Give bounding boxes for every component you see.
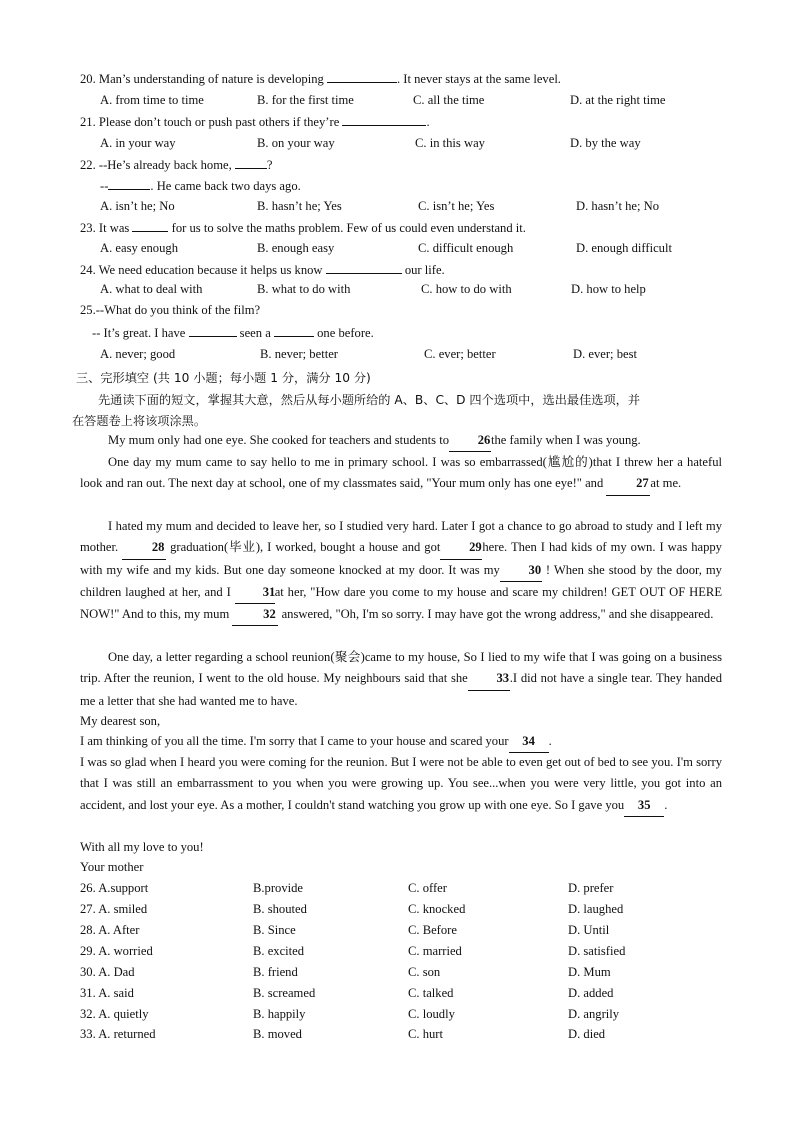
choice-c: C. hurt — [408, 1027, 443, 1041]
passage-text: the family when I was young. — [491, 433, 641, 447]
choice-c: C. son — [408, 965, 441, 979]
option-b: B. for the first time — [257, 93, 354, 107]
option-a: A. isn’t he; No — [100, 199, 175, 213]
choice-c: C. loudly — [408, 1007, 455, 1021]
answer-blank — [235, 155, 267, 169]
choice-b: B.provide — [253, 881, 304, 895]
choice-a: 32. A. quietly — [80, 1007, 149, 1021]
option-c: C. difficult enough — [418, 241, 514, 255]
choice-c: C. married — [408, 944, 462, 958]
question-22-mark: ? — [266, 158, 273, 172]
answer-blank — [326, 260, 402, 274]
answer-blank — [108, 176, 150, 190]
choice-a: 26. A.support — [80, 881, 149, 895]
question-22-reply: . He came back two days ago. — [150, 179, 301, 193]
option-b: B. what to do with — [257, 282, 351, 296]
question-20-stem: 20. Man’s understanding of nature is developing — [80, 72, 324, 86]
option-c: C. isn’t he; Yes — [418, 199, 495, 213]
answer-blank — [274, 323, 314, 337]
option-c: C. in this way — [415, 136, 485, 150]
passage-paragraph-3 — [80, 516, 722, 626]
blank-number: 29 — [440, 537, 482, 559]
question-25-line-2 — [92, 323, 374, 342]
question-21 — [80, 112, 430, 131]
blank-number: 35 — [624, 795, 664, 817]
choice-b: B. friend — [253, 965, 298, 979]
passage-text: I was so glad when I heard you were coming for the reunion. But I were not be able to even get out of bed to see you. I'm sorry that I was still an embarrassment to you when you were growing up. You see...when you were very little, you got into an accident, and lost your eye. As a mother, I couldn't stand watching you grow up with one eye. So I gave you — [80, 755, 722, 812]
passage-text: at me. — [650, 476, 682, 491]
choice-b: B. happily — [253, 1007, 306, 1021]
dash: -- — [100, 179, 109, 193]
option-b: B. never; better — [260, 347, 338, 361]
blank-number: 26 — [449, 430, 491, 452]
choice-d: D. laughed — [568, 902, 624, 916]
choice-c: C. talked — [408, 986, 454, 1000]
passage-text: answered, "Oh, I'm so sorry. I may have got the wrong address," and she disappeared. — [281, 607, 714, 622]
option-d: D. how to help — [571, 282, 646, 296]
question-25-reply: -- It’s great. I have — [92, 326, 186, 340]
question-21-stem-end: . — [426, 115, 430, 129]
question-22-stem: 22. --He’s already back home, — [80, 158, 232, 172]
passage-text: . — [664, 797, 668, 812]
blank-number: 28 — [122, 537, 166, 559]
option-d: D. enough difficult — [576, 241, 672, 255]
section-instructions: 先通读下面的短文，掌握其大意，然后从每小题所给的 A、B、C、D 四个选项中，选出最佳选项，并 — [98, 393, 641, 407]
choice-b: B. moved — [253, 1027, 302, 1041]
passage-text: I am thinking of you all the time. I'm sorry that I came to your house and scared your — [80, 734, 509, 748]
section-title: 三、完形填空 (共 10 小题；每小题 1 分，满分 10 分) — [76, 371, 371, 385]
choice-d: D. Until — [568, 923, 610, 937]
choice-b: B. shouted — [253, 902, 307, 916]
letter-closing: With all my love to you! — [80, 840, 204, 854]
option-b: B. on your way — [257, 136, 335, 150]
option-a: A. never; good — [100, 347, 176, 361]
blank-number: 27 — [606, 473, 650, 495]
question-23-stem: 23. It was — [80, 221, 130, 235]
passage-text: here. Then I had kids of my own. I was happy with my wife and my kids. But one day someone knocked at my door. It was my — [80, 540, 722, 577]
question-20 — [80, 69, 561, 88]
question-25-line-1: 25.--What do you think of the film? — [80, 303, 261, 317]
choice-a: 29. A. worried — [80, 944, 153, 958]
question-20-stem-end: . It never stays at the same level. — [396, 72, 561, 86]
answer-blank — [132, 218, 168, 232]
letter-paragraph — [80, 752, 722, 817]
choice-c: C. Before — [408, 923, 457, 937]
question-23 — [80, 218, 526, 237]
option-c: C. how to do with — [421, 282, 512, 296]
option-b: B. hasn’t he; Yes — [257, 199, 342, 213]
answer-blank — [327, 69, 397, 83]
option-a: A. in your way — [100, 136, 176, 150]
blank-number: 30 — [500, 560, 542, 582]
question-22-line-2 — [100, 176, 301, 195]
blank-number: 34 — [509, 731, 549, 753]
choice-a: 31. A. said — [80, 986, 134, 1000]
passage-text: at her, "How dare you come to my house and scare my children! GET OUT OF HERE NOW!" And to this, my mum — [80, 584, 723, 622]
passage-text: I hated my mum and decided to leave her, so I studied very hard. Later I got a chance to go abroad to study and I left my mother. — [80, 519, 722, 555]
choice-d: D. died — [568, 1027, 606, 1041]
choice-b: B. Since — [253, 923, 296, 937]
blank-number: 32 — [232, 604, 278, 626]
passage-text: One day, a letter regarding a school reunion(聚会)came to my house, So I lied to my wife that I was going on a business trip. After the reunion, I went to the old house. My neighbours said that she — [80, 650, 722, 686]
option-c: C. all the time — [413, 93, 485, 107]
letter-line-1 — [80, 731, 722, 753]
answer-blank — [342, 112, 426, 126]
question-25-reply-end: one before. — [317, 326, 374, 340]
option-b: B. enough easy — [257, 241, 335, 255]
question-24-stem: 24. We need education because it helps us know — [80, 263, 323, 277]
question-23-stem-end: for us to solve the maths problem. Few of us could even understand it. — [171, 221, 526, 235]
passage-text: .I did not have a single tear. They handed me a letter that she had wanted me to have. — [80, 671, 722, 708]
passage-text: One day my mum came to say hello to me in primary school. I was so embarrassed(尴尬的)that I threw her a hateful look and ran out. The next day at school, one of my classmates said, "Your mum only has one eye!" and — [80, 455, 722, 491]
passage-text: graduation(毕业), I worked, bought a house and got — [170, 540, 441, 555]
blank-number: 31 — [235, 582, 275, 604]
option-d: D. hasn’t he; No — [576, 199, 660, 213]
blank-number: 33 — [468, 668, 510, 690]
answer-blank — [189, 323, 237, 337]
choice-b: B. screamed — [253, 986, 316, 1000]
question-24-stem-end: our life. — [404, 263, 445, 277]
choice-d: D. satisfied — [568, 944, 626, 958]
passage-text: ! When she stood by the door, my children laughed at her, and I — [80, 562, 722, 599]
choice-c: C. offer — [408, 881, 447, 895]
question-24 — [80, 260, 445, 279]
letter-greeting: My dearest son, — [80, 714, 161, 728]
choice-a: 30. A. Dad — [80, 965, 135, 979]
passage-paragraph-1 — [80, 430, 722, 452]
choice-a: 28. A. After — [80, 923, 140, 937]
passage-text: . — [548, 734, 552, 748]
question-25-reply-mid: seen a — [239, 326, 271, 340]
choice-a: 27. A. smiled — [80, 902, 148, 916]
choice-d: D. Mum — [568, 965, 611, 979]
letter-signature: Your mother — [80, 860, 144, 874]
choice-d: D. added — [568, 986, 614, 1000]
question-21-stem: 21. Please don’t touch or push past others if they’re — [80, 115, 340, 129]
option-d: D. by the way — [570, 136, 641, 150]
option-a: A. from time to time — [100, 93, 204, 107]
choice-c: C. knocked — [408, 902, 466, 916]
choice-d: D. prefer — [568, 881, 614, 895]
option-d: D. ever; best — [573, 347, 637, 361]
option-c: C. ever; better — [424, 347, 496, 361]
choice-b: B. excited — [253, 944, 305, 958]
passage-paragraph-2 — [80, 452, 722, 496]
passage-paragraph-4 — [80, 647, 722, 712]
section-instructions-cont: 在答题卷上将该项涂黑。 — [72, 414, 207, 428]
choice-a: 33. A. returned — [80, 1027, 156, 1041]
option-a: A. easy enough — [100, 241, 178, 255]
option-d: D. at the right time — [570, 93, 666, 107]
passage-text: My mum only had one eye. She cooked for teachers and students to — [108, 433, 449, 447]
choice-d: D. angrily — [568, 1007, 620, 1021]
question-22-line-1 — [80, 155, 273, 174]
option-a: A. what to deal with — [100, 282, 203, 296]
